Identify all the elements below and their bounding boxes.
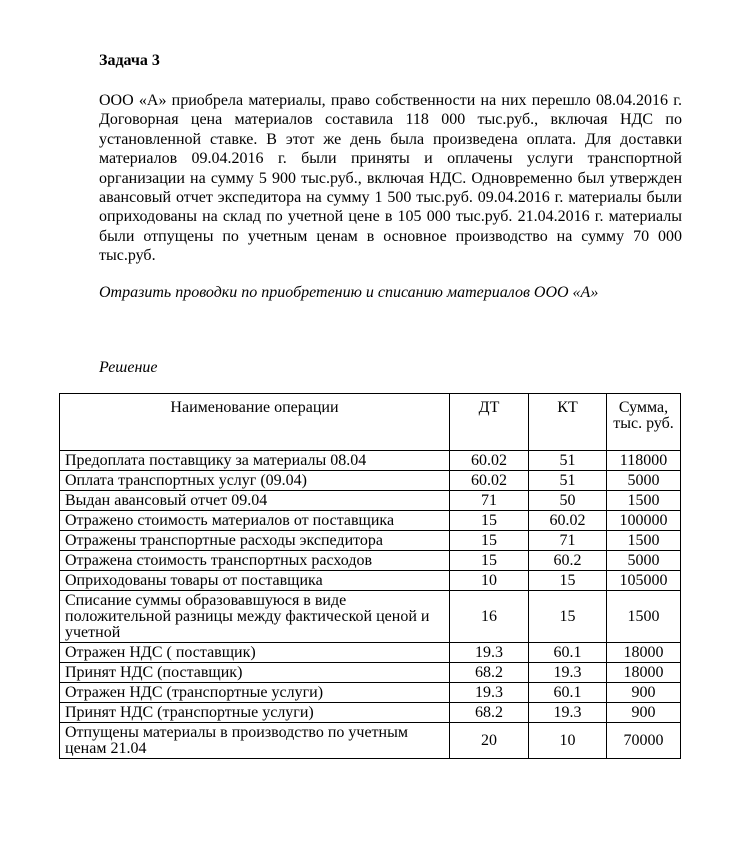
cell-amount: 5000: [607, 551, 681, 571]
cell-credit: 71: [529, 531, 607, 551]
cell-credit: 15: [529, 571, 607, 591]
table-row: [60, 643, 681, 663]
postings-table: [59, 393, 681, 759]
cell-amount: 1500: [607, 491, 681, 511]
table-row: [60, 451, 681, 471]
cell-debit: 60.02: [450, 471, 529, 491]
table-row: [60, 663, 681, 683]
cell-operation: Отпущены материалы в производство по учетным ценам 21.04: [60, 723, 450, 759]
cell-credit: 19.3: [529, 703, 607, 723]
header-debit: ДТ: [450, 394, 529, 451]
cell-operation: Принят НДС (поставщик): [60, 663, 450, 683]
cell-operation: Отражена стоимость транспортных расходов: [60, 551, 450, 571]
cell-amount: 70000: [607, 723, 681, 759]
cell-operation: Отражены транспортные расходы экспедитора: [60, 531, 450, 551]
table-row: [60, 571, 681, 591]
cell-amount: 105000: [607, 571, 681, 591]
cell-operation: Отражено стоимость материалов от поставщика: [60, 511, 450, 531]
cell-debit: 68.2: [450, 703, 529, 723]
problem-text: ООО «А» приобрела материалы, право собственности на них перешло 08.04.2016 г. Договорная цена материалов составила 118 000 тыс.руб., включая НДС по установленной ставке. В этот же день была произведена оплата. Для доставки материалов 09.04.2016 г. были приняты и оплачены услуги транспортной организации на сумму 5 900 тыс.руб., включая НДС. Одновременно был утвержден авансовый отчет экспедитора на сумму 1 500 тыс.руб. 09.04.2016 г. материалы были оприходованы на склад по учетной цене в 105 000 тыс.руб. 21.04.2016 г. материалы были отпущены по учетным ценам в основное производство на сумму 70 000 тыс.руб.: [99, 92, 682, 265]
cell-debit: 68.2: [450, 663, 529, 683]
table-row: [60, 551, 681, 571]
table-row: [60, 703, 681, 723]
cell-operation: Выдан авансовый отчет 09.04: [60, 491, 450, 511]
cell-debit: 71: [450, 491, 529, 511]
cell-debit: 19.3: [450, 683, 529, 703]
cell-credit: 60.2: [529, 551, 607, 571]
cell-amount: 5000: [607, 471, 681, 491]
header-amount: Сумма, тыс. руб.: [607, 394, 681, 451]
header-credit: КТ: [529, 394, 607, 451]
task-title: Задача 3: [99, 52, 160, 69]
table-row: [60, 683, 681, 703]
cell-credit: 60.1: [529, 683, 607, 703]
cell-amount: 18000: [607, 663, 681, 683]
cell-operation: Оплата транспортных услуг (09.04): [60, 471, 450, 491]
cell-credit: 19.3: [529, 663, 607, 683]
table-row: [60, 531, 681, 551]
cell-credit: 60.02: [529, 511, 607, 531]
cell-debit: 60.02: [450, 451, 529, 471]
cell-amount: 1500: [607, 531, 681, 551]
cell-credit: 15: [529, 591, 607, 643]
cell-amount: 900: [607, 683, 681, 703]
table-row: [60, 591, 681, 643]
cell-debit: 15: [450, 531, 529, 551]
task-instruction: Отразить проводки по приобретению и списанию материалов ООО «А»: [99, 284, 599, 301]
table-row: [60, 471, 681, 491]
cell-operation: Предоплата поставщику за материалы 08.04: [60, 451, 450, 471]
cell-amount: 1500: [607, 591, 681, 643]
cell-amount: 18000: [607, 643, 681, 663]
cell-debit: 15: [450, 511, 529, 531]
cell-credit: 10: [529, 723, 607, 759]
table-header-row: [60, 394, 681, 451]
table-row: [60, 511, 681, 531]
table-row: [60, 723, 681, 759]
cell-amount: 118000: [607, 451, 681, 471]
cell-debit: 10: [450, 571, 529, 591]
cell-operation: Отражен НДС ( поставщик): [60, 643, 450, 663]
cell-credit: 51: [529, 471, 607, 491]
cell-amount: 100000: [607, 511, 681, 531]
cell-credit: 50: [529, 491, 607, 511]
cell-operation: Отражен НДС (транспортные услуги): [60, 683, 450, 703]
solution-label: Решение: [99, 359, 158, 376]
cell-credit: 51: [529, 451, 607, 471]
cell-operation: Оприходованы товары от поставщика: [60, 571, 450, 591]
cell-debit: 20: [450, 723, 529, 759]
table-row: [60, 491, 681, 511]
cell-amount: 900: [607, 703, 681, 723]
cell-debit: 19.3: [450, 643, 529, 663]
header-operation: Наименование операции: [60, 394, 450, 451]
cell-operation: Принят НДС (транспортные услуги): [60, 703, 450, 723]
cell-debit: 16: [450, 591, 529, 643]
cell-debit: 15: [450, 551, 529, 571]
cell-credit: 60.1: [529, 643, 607, 663]
cell-operation: Списание суммы образовавшуюся в виде положительной разницы между фактической ценой и учетной: [60, 591, 450, 643]
